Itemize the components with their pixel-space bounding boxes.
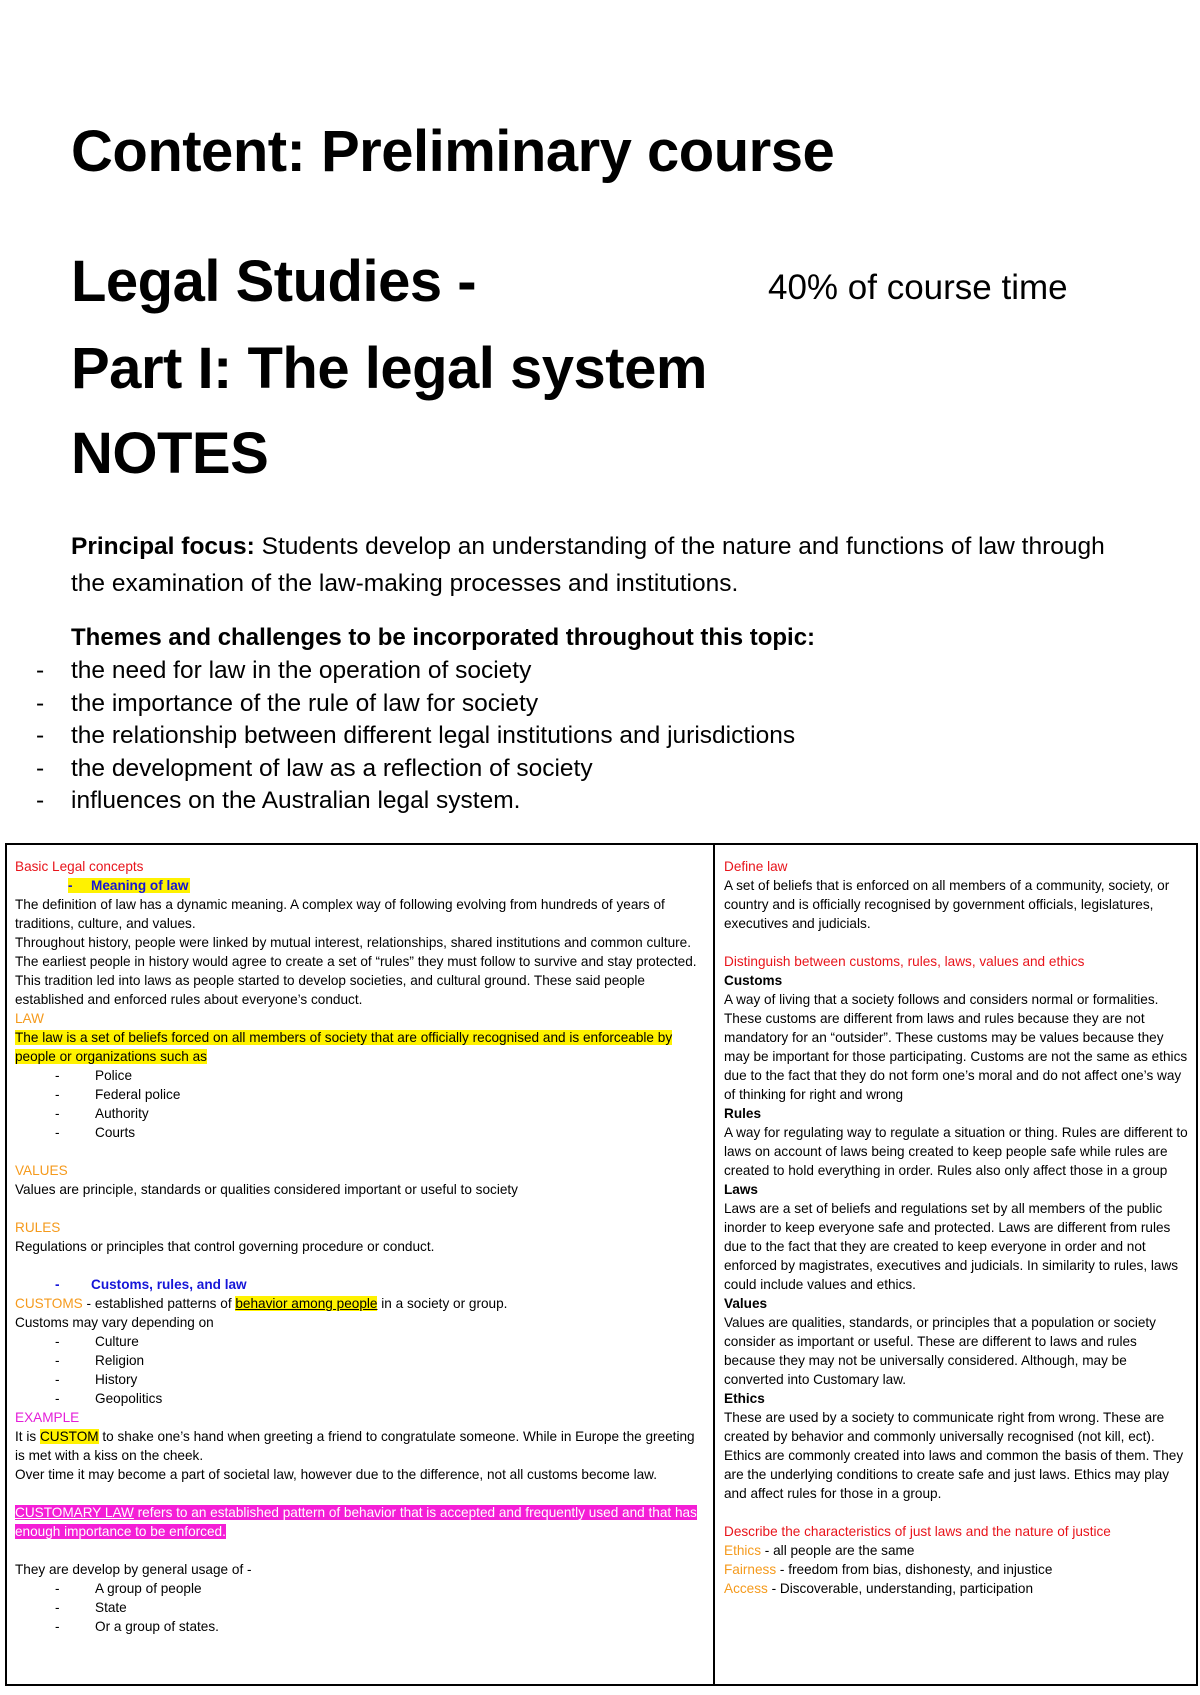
- list-item: - the need for law in the operation of society: [30, 655, 795, 688]
- list-item: - Religion: [15, 1351, 705, 1370]
- define-law-heading: Define law: [724, 859, 788, 874]
- values-label: VALUES: [15, 1163, 68, 1178]
- content-title: Content: Preliminary course: [71, 119, 835, 184]
- list-item: - Geopolitics: [15, 1389, 705, 1408]
- justice-fairness-label: Fairness: [724, 1562, 777, 1577]
- customs-label: CUSTOMS: [15, 1296, 83, 1311]
- list-item: - Federal police: [15, 1085, 705, 1104]
- list-item: - History: [15, 1370, 705, 1389]
- rules-text: A way for regulating way to regulate a situation or thing. Rules are different to laws on account of laws being created to keep people safe while rules are created to hold everything in order. Rules also only affect those in a group: [724, 1125, 1188, 1178]
- justice-access-label: Access: [724, 1581, 768, 1596]
- themes-heading: Themes and challenges to be incorporated throughout this topic:: [71, 624, 816, 651]
- customary-law-label: CUSTOMARY LAW: [15, 1505, 134, 1520]
- customs-rules-law-label: Customs, rules, and law: [91, 1277, 247, 1292]
- justice-fairness: [724, 1560, 1188, 1579]
- law-definition: [15, 1028, 705, 1066]
- justice-fairness-def: - freedom from bias, dishonesty, and injustice: [776, 1562, 1053, 1577]
- notes-left-column: [7, 845, 715, 1684]
- customs-definition-part: - established patterns of: [82, 1296, 236, 1311]
- example-text: [15, 1427, 705, 1465]
- law-label: LAW: [15, 1011, 44, 1026]
- customs-definition-highlight: behavior among people: [235, 1296, 378, 1311]
- list-item: - Or a group of states.: [15, 1617, 705, 1636]
- laws-title: Laws: [724, 1182, 758, 1197]
- list-item: - Police: [15, 1066, 705, 1085]
- list-item: - Courts: [15, 1123, 705, 1142]
- define-law-text: A set of beliefs that is enforced on all members of a community, society, or country and is officially recognised by government officials, legislatures, executives and judicials.: [724, 878, 1170, 931]
- basic-concepts-heading: Basic Legal concepts: [15, 859, 144, 874]
- course-time: 40% of course time: [768, 268, 1068, 307]
- justice-ethics-def: - all people are the same: [761, 1543, 915, 1558]
- list-item: - the importance of the rule of law for society: [30, 688, 795, 721]
- customary-law-text: refers to an established pattern of behavior that is accepted and frequently used and that has enough importance to be enforced.: [15, 1505, 697, 1539]
- distinguish-heading: Distinguish between customs, rules, laws, values and ethics: [724, 954, 1085, 969]
- law-definition-text: The law is a set of beliefs forced on all members of society that are officially recognised and is enforceable by people or organizations such as: [15, 1030, 673, 1064]
- ethics-title: Ethics: [724, 1391, 765, 1406]
- customs-vary: Customs may vary depending on: [15, 1315, 214, 1330]
- notes-table: [5, 843, 1198, 1686]
- page-title-line-1: Legal Studies -: [71, 249, 477, 314]
- list-item: - Culture: [15, 1332, 705, 1351]
- justice-access-def: - Discoverable, understanding, participation: [767, 1581, 1034, 1596]
- justice-ethics: [724, 1541, 1188, 1560]
- example-followup: Over time it may become a part of societal law, however due to the difference, not all customs become law.: [15, 1467, 657, 1482]
- values-text: Values are qualities, standards, or principles that a population or society consider as important or useful. These are different to laws and rules because they may not be universally considered. Although, may be converted into Customary law.: [724, 1315, 1156, 1387]
- principal-focus-text: Students develop an understanding of the nature and functions of law through the examination of the law-making processes and institutions.: [71, 533, 1105, 597]
- meaning-paragraph-2: Throughout history, people were linked by mutual interest, relationships, shared institutions and common culture. The earliest people in history would agree to create a set of “rules” they must follow to survive and stay protected.: [15, 935, 697, 969]
- customs-definition: [15, 1294, 705, 1313]
- list-item: - A group of people: [15, 1579, 705, 1598]
- ethics-text: These are used by a society to communicate right from wrong. These are created by behavior and commonly universally recognised (not kill, ect). Ethics are commonly created into laws and common the basis of them. They are the underlying conditions to create safe and just laws. Ethics may play and affect rules for those in a group.: [724, 1410, 1184, 1501]
- customs-rules-law-heading: - Customs, rules, and law: [55, 1277, 247, 1292]
- example-text-part: It is: [15, 1429, 40, 1444]
- meaning-of-law-heading: - Meaning of law: [68, 878, 189, 893]
- values-definition: Values are principle, standards or qualities considered important or useful to society: [15, 1182, 518, 1197]
- meaning-paragraph-3: This tradition led into laws as people started to develop societies, and cultural ground. These said people established and enforced rules about everyone’s conduct.: [15, 973, 645, 1007]
- list-item: - the relationship between different legal institutions and jurisdictions: [30, 720, 795, 753]
- list-item: - the development of law as a reflection of society: [30, 753, 795, 786]
- describe-heading: Describe the characteristics of just laws and the nature of justice: [724, 1524, 1111, 1539]
- page-title-line-2: Part I: The legal system: [71, 336, 707, 401]
- page-title-line-3: NOTES: [71, 421, 269, 486]
- themes-list: [30, 655, 795, 818]
- laws-text: Laws are a set of beliefs and regulations set by all members of the public inorder to keep everyone safe and protected. Laws are different from rules due to the fact that they are created to keep everyone in order and not enforced by magistrates, executives and judicials. In similarity to rules, laws could include values and ethics.: [724, 1201, 1179, 1292]
- rules-definition: Regulations or principles that control governing procedure or conduct.: [15, 1239, 435, 1254]
- customs-title: Customs: [724, 973, 783, 988]
- values-title: Values: [724, 1296, 768, 1311]
- example-text-part: to shake one’s hand when greeting a friend to congratulate someone. While in Europe the greeting is met with a kiss on the cheek.: [15, 1429, 695, 1463]
- rules-title: Rules: [724, 1106, 762, 1121]
- meaning-of-law-label: Meaning of law: [91, 878, 189, 893]
- customs-definition-part: in a society or group.: [377, 1296, 508, 1311]
- principal-focus: [71, 528, 1131, 602]
- justice-access: [724, 1579, 1188, 1598]
- list-item: - State: [15, 1598, 705, 1617]
- principal-focus-label: Principal focus:: [71, 533, 255, 560]
- list-item: - influences on the Australian legal system.: [30, 785, 795, 818]
- list-item: - Authority: [15, 1104, 705, 1123]
- customary-law-definition: [15, 1503, 705, 1541]
- example-label: EXAMPLE: [15, 1410, 80, 1425]
- customs-text: A way of living that a society follows and considers normal or formalities. These customs are different from laws and rules because they are not mandatory for an “outsider”. These customs may be values because they may be important for those participating. Customs are not the same as ethics due to the fact that they do not form one’s moral and do not affect one’s way of thinking for right and wrong: [724, 992, 1188, 1102]
- rules-label: RULES: [15, 1220, 61, 1235]
- example-highlight: CUSTOM: [39, 1429, 99, 1444]
- develop-intro: They are develop by general usage of -: [15, 1562, 252, 1577]
- notes-right-column: [715, 845, 1196, 1684]
- meaning-paragraph-1: The definition of law has a dynamic meaning. A complex way of following evolving from hundreds of years of traditions, culture, and values.: [15, 897, 665, 931]
- justice-ethics-label: Ethics: [724, 1543, 762, 1558]
